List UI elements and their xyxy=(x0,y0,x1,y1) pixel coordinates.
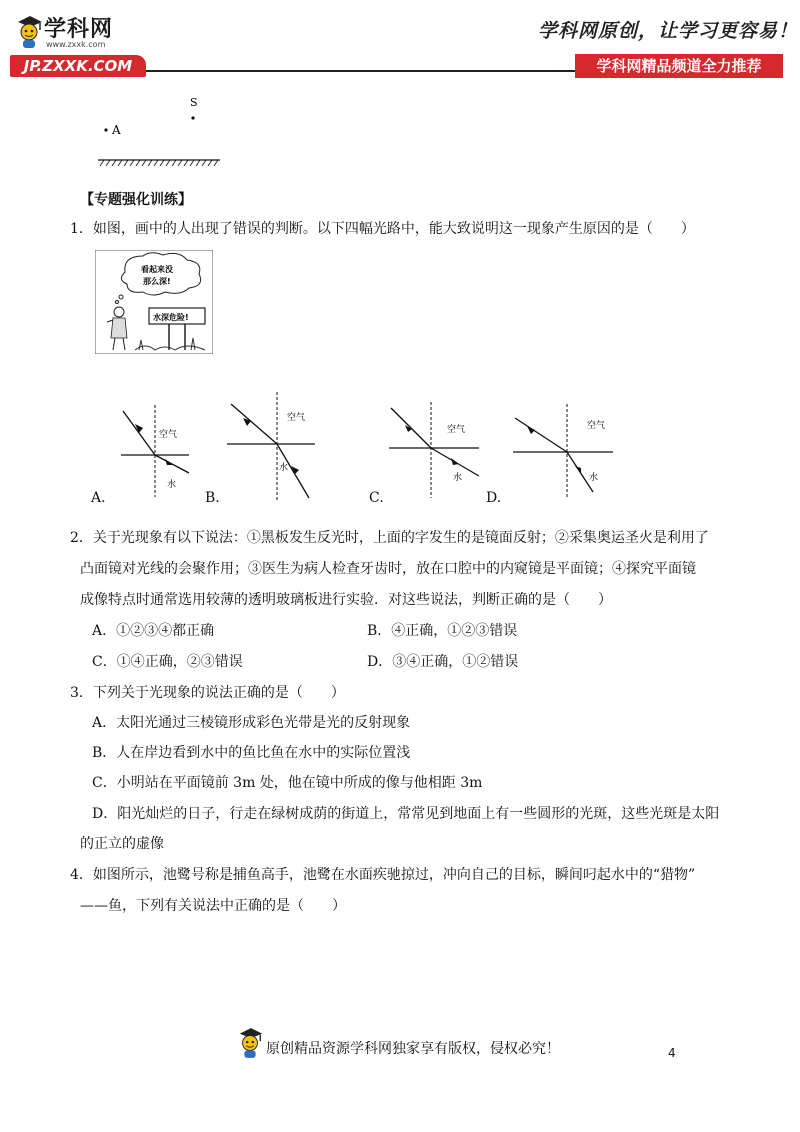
q1-option-c[interactable]: C. xyxy=(369,490,384,506)
svg-text:水: 水 xyxy=(279,463,289,473)
svg-text:空气: 空气 xyxy=(287,413,306,423)
diagram-a xyxy=(115,403,195,499)
section-title: 【专题强化训练】 xyxy=(80,192,192,208)
q3-option-d-line-1[interactable]: D．阳光灿烂的日子，行走在绿树成荫的街道上，常常见到地面上有一些圆形的光斑，这些光斑是太阳 xyxy=(92,806,720,822)
point-a xyxy=(104,128,107,131)
slogan: 学科网原创，让学习更容易！ xyxy=(538,20,799,42)
page-number: 4 xyxy=(668,1046,676,1060)
site-badge[interactable]: JP.ZXXK.COM xyxy=(10,55,146,77)
svg-text:水: 水 xyxy=(453,473,463,483)
diagram-d xyxy=(509,402,619,500)
svg-text:空气: 空气 xyxy=(447,425,466,435)
q2-line-1: 2．关于光现象有以下说法：①黑板发生反光时，上面的字发生的是镜面反射；②采集奥运圣火是利用了 xyxy=(70,530,709,546)
q1-stem: 1．如图，画中的人出现了错误的判断。以下四幅光路中，能大致说明这一现象产生原因的是（ ） xyxy=(70,221,695,237)
mirror-hatching xyxy=(100,160,218,166)
svg-text:空气: 空气 xyxy=(159,430,178,440)
q3-option-d-line-2: 的正立的虚像 xyxy=(80,836,164,852)
q2-option-c[interactable]: C．①④正确，②③错误 xyxy=(92,654,243,670)
q3-stem: 3．下列关于光现象的说法正确的是（ ） xyxy=(70,685,345,701)
q3-option-a[interactable]: A．太阳光通过三棱镜形成彩色光带是光的反射现象 xyxy=(92,715,411,731)
channel-badge[interactable]: 学科网精品频道全力推荐 xyxy=(575,54,783,78)
diagram-b xyxy=(225,390,320,502)
header-divider xyxy=(146,70,578,72)
logo-url: www.zxxk.com xyxy=(46,40,106,49)
diagram-c xyxy=(385,400,481,500)
cartoon-sign-text: 水深危险! xyxy=(153,313,189,322)
q2-line-3: 成像特点时通常选用较薄的透明玻璃板进行实验．对这些说法，判断正确的是（ ） xyxy=(80,592,612,608)
svg-text:水: 水 xyxy=(589,473,599,483)
label-a: A xyxy=(112,123,121,137)
footer-copyright: 原创精品资源学科网独家享有版权，侵权必究！ xyxy=(266,1041,560,1057)
mirror-figure xyxy=(96,92,226,172)
q4-line-1: 4．如图所示，池鹭号称是捕鱼高手，池鹭在水面疾驰掠过，冲向自己的目标，瞬间叼起水中的“猎物” xyxy=(70,867,696,883)
logo-text: 学科网 xyxy=(44,17,114,42)
q1-option-d[interactable]: D. xyxy=(486,490,502,506)
point-s xyxy=(191,116,194,119)
q2-option-b[interactable]: B．④正确，①②③错误 xyxy=(367,623,518,639)
label-s: S xyxy=(190,96,198,109)
svg-text:空气: 空气 xyxy=(587,421,606,431)
q1-option-b[interactable]: B. xyxy=(205,490,220,506)
svg-text:水: 水 xyxy=(167,480,177,490)
q2-line-2: 凸面镜对光线的会聚作用；③医生为病人检查牙齿时，放在口腔中的内窥镜是平面镜；④探究平面镜 xyxy=(80,561,696,577)
q1-cartoon xyxy=(95,250,213,354)
mascot-icon xyxy=(14,14,44,50)
q2-option-d[interactable]: D．③④正确，①②错误 xyxy=(367,654,519,670)
q4-line-2: ——鱼，下列有关说法中正确的是（ ） xyxy=(80,898,346,914)
q3-option-b[interactable]: B．人在岸边看到水中的鱼比鱼在水中的实际位置浅 xyxy=(92,745,411,761)
q3-option-c[interactable]: C．小明站在平面镜前 3m 处，他在镜中所成的像与他相距 3m xyxy=(92,775,483,791)
svg-text:那么深!: 那么深! xyxy=(143,277,171,286)
mascot-icon xyxy=(236,1026,264,1060)
person-head xyxy=(114,307,124,317)
q1-option-a[interactable]: A. xyxy=(91,490,106,506)
cartoon-bubble-text: 看起来没 xyxy=(141,265,173,274)
q2-option-a[interactable]: A．①②③④都正确 xyxy=(92,623,215,639)
